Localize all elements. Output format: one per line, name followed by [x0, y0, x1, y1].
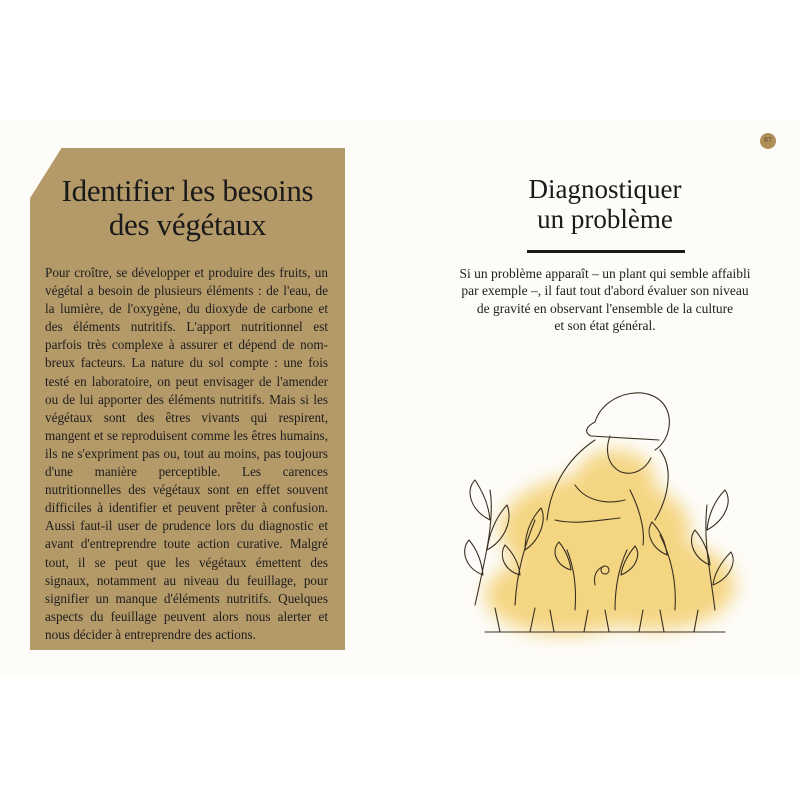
gardener-illustration — [455, 370, 755, 650]
box-title-line-1: Identifier les besoins — [61, 173, 314, 208]
box-title-line-2: des végétaux — [108, 207, 267, 242]
section-title — [505, 174, 705, 234]
intro-line-2: par exemple –, il faut tout d'abord évaluer son niveau — [461, 283, 749, 299]
box-body-text: Pour croître, se développer et produire des fruits, un végétal a besoin de plusieurs éléments : de l'eau, de la lumière, de l'oxygène, du dioxyde de carbone et des éléments nutritifs. L'apport nutritionnel est parfois très complexe à assurer et dépend de nombreux facteurs. La nature du sol compte : une fois testé en laboratoire, on peut envisager de l'amender ou de lui apporter des éléments nutritifs. Mais si les végétaux sont des êtres vivants qui respirent, mangent et se reproduisent comme les êtres humains, ils ne s'expriment pas ou, tout au moins, pas toujours d'une manière perceptible. Les carences nutritionnelles des végétaux sont en effet souvent difficiles à identifier et peuvent prêter à confusion. Aussi faut-il user de prudence lors du diagnostic et avant d'entreprendre toute action curative. Malgré tout, il se peut que les végétaux émettent des signaux, notamment au niveau du feuillage, pour signifier un manque d'éléments nutritifs. Quelques aspects du feuillage peuvent alors nous alerter et nous décider à entreprendre des actions. — [45, 265, 328, 642]
section-title-line-1: Diagnostiquer — [528, 174, 682, 204]
intro-line-4: et son état général. — [554, 317, 656, 333]
intro-paragraph — [440, 265, 770, 334]
box-title — [30, 174, 345, 242]
section-title-line-2: un problème — [537, 204, 673, 234]
intro-line-1: Si un problème apparaît – un plant qui semble affaibli — [459, 266, 751, 281]
page-number-badge: 67 — [760, 133, 776, 149]
title-underline — [527, 250, 685, 253]
intro-line-3: de gravité en observant l'ensemble de la culture — [476, 300, 734, 316]
watercolor-wash — [485, 450, 735, 635]
